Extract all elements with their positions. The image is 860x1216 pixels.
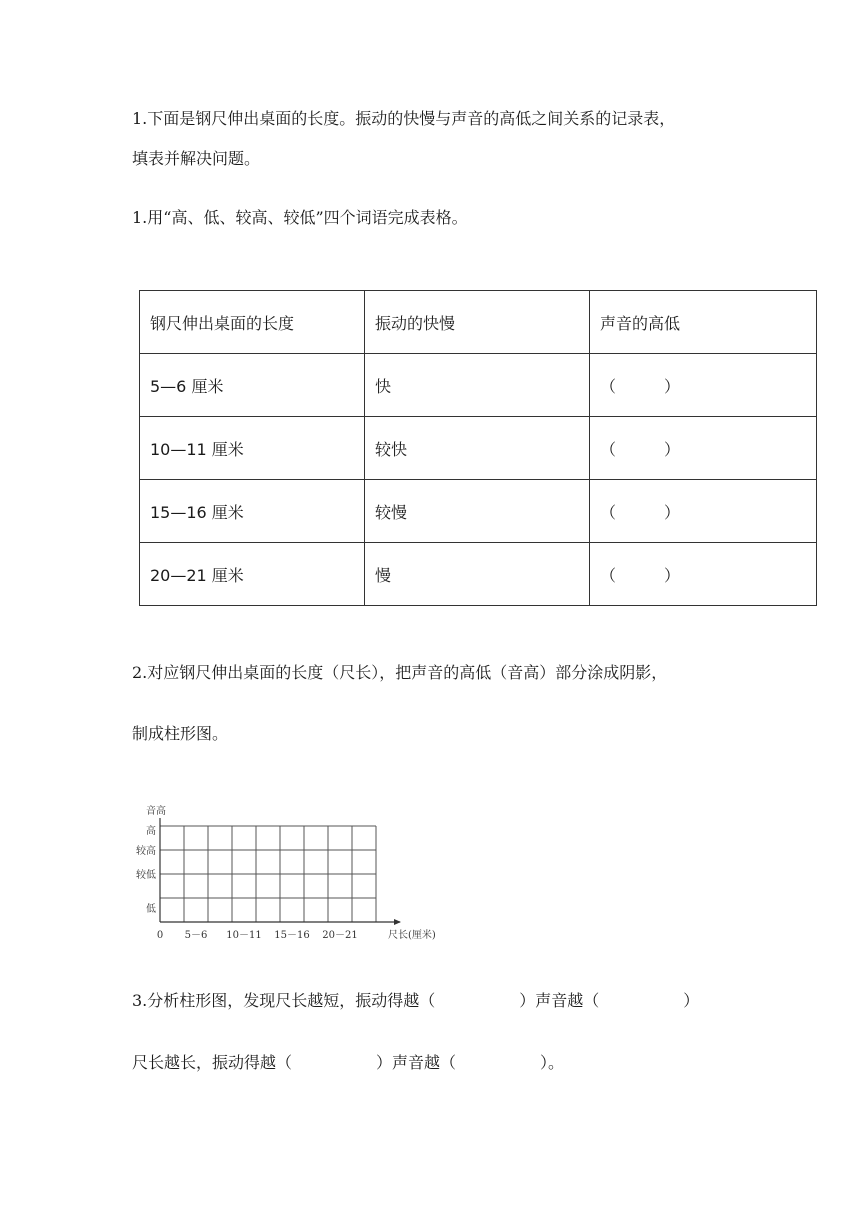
length-cell: 15—16 厘米 (140, 480, 365, 543)
question2-line1: 2.对应钢尺伸出桌面的长度（尺长），把声音的高低（音高）部分涂成阴影， (132, 663, 668, 682)
x-tick-label: 5－6 (184, 930, 208, 941)
speed-cell: 慢 (365, 543, 590, 606)
q3-text: ）声音越（ (519, 991, 600, 1010)
pitch-answer-cell[interactable] (590, 417, 817, 480)
x-tick-label: 10－11 (226, 930, 262, 941)
chart-labels (136, 804, 436, 941)
close-paren: ） (664, 502, 681, 522)
open-paren: （ (600, 565, 617, 585)
table-row (140, 417, 817, 480)
table-header-cell: 声音的高低 (590, 291, 817, 354)
x-axis-title: 尺长(厘米) (388, 930, 436, 941)
x-tick-label: 15－16 (274, 930, 310, 941)
speed-cell: 快 (365, 354, 590, 417)
close-paren: ） (664, 439, 681, 459)
x-tick-label: 20－21 (322, 930, 358, 941)
pitch-answer-cell[interactable] (590, 480, 817, 543)
length-cell: 20—21 厘米 (140, 543, 365, 606)
y-axis-title: 音高 (146, 806, 166, 817)
open-paren: （ (600, 376, 617, 396)
chart-grid (160, 826, 376, 922)
length-cell: 10—11 厘米 (140, 417, 365, 480)
table-header-row (140, 291, 817, 354)
question3-line1 (132, 988, 699, 1011)
pitch-bar-chart (128, 798, 438, 948)
q3-text: 尺长越长，振动得越（ (132, 1053, 293, 1072)
q3-text: 3.分析柱形图，发现尺长越短，振动得越（ (132, 991, 436, 1010)
speed-cell: 较快 (365, 417, 590, 480)
table-row (140, 354, 817, 417)
record-table (139, 290, 817, 606)
question1-sub1: 1.用“高、低、较高、较低”四个词语完成表格。 (132, 208, 468, 227)
open-paren: （ (600, 439, 617, 459)
q3-text: ）声音越（ (376, 1053, 457, 1072)
pitch-answer-cell[interactable] (590, 543, 817, 606)
table-header-cell: 钢尺伸出桌面的长度 (140, 291, 365, 354)
table-header-cell: 振动的快慢 (365, 291, 590, 354)
y-tick-label: 较高 (136, 846, 156, 857)
y-tick-label: 高 (146, 826, 156, 837)
question2-line2: 制成柱形图。 (132, 724, 229, 743)
open-paren: （ (600, 502, 617, 522)
length-cell: 5—6 厘米 (140, 354, 365, 417)
speed-cell: 较慢 (365, 480, 590, 543)
y-tick-label: 较低 (136, 870, 156, 881)
close-paren: ） (664, 565, 681, 585)
y-tick-label: 低 (146, 904, 156, 915)
question1-intro-line2: 填表并解决问题。 (132, 149, 261, 168)
table-row (140, 543, 817, 606)
question1-intro-line1: 1.下面是钢尺伸出桌面的长度。振动的快慢与声音的高低之间关系的记录表， (132, 109, 676, 128)
q3-text: ） (683, 991, 700, 1010)
pitch-answer-cell[interactable] (590, 354, 817, 417)
close-paren: ） (664, 376, 681, 396)
origin-label: 0 (156, 930, 164, 941)
question3-line2 (132, 1050, 564, 1073)
q3-text: ）。 (540, 1053, 565, 1072)
table-row (140, 480, 817, 543)
